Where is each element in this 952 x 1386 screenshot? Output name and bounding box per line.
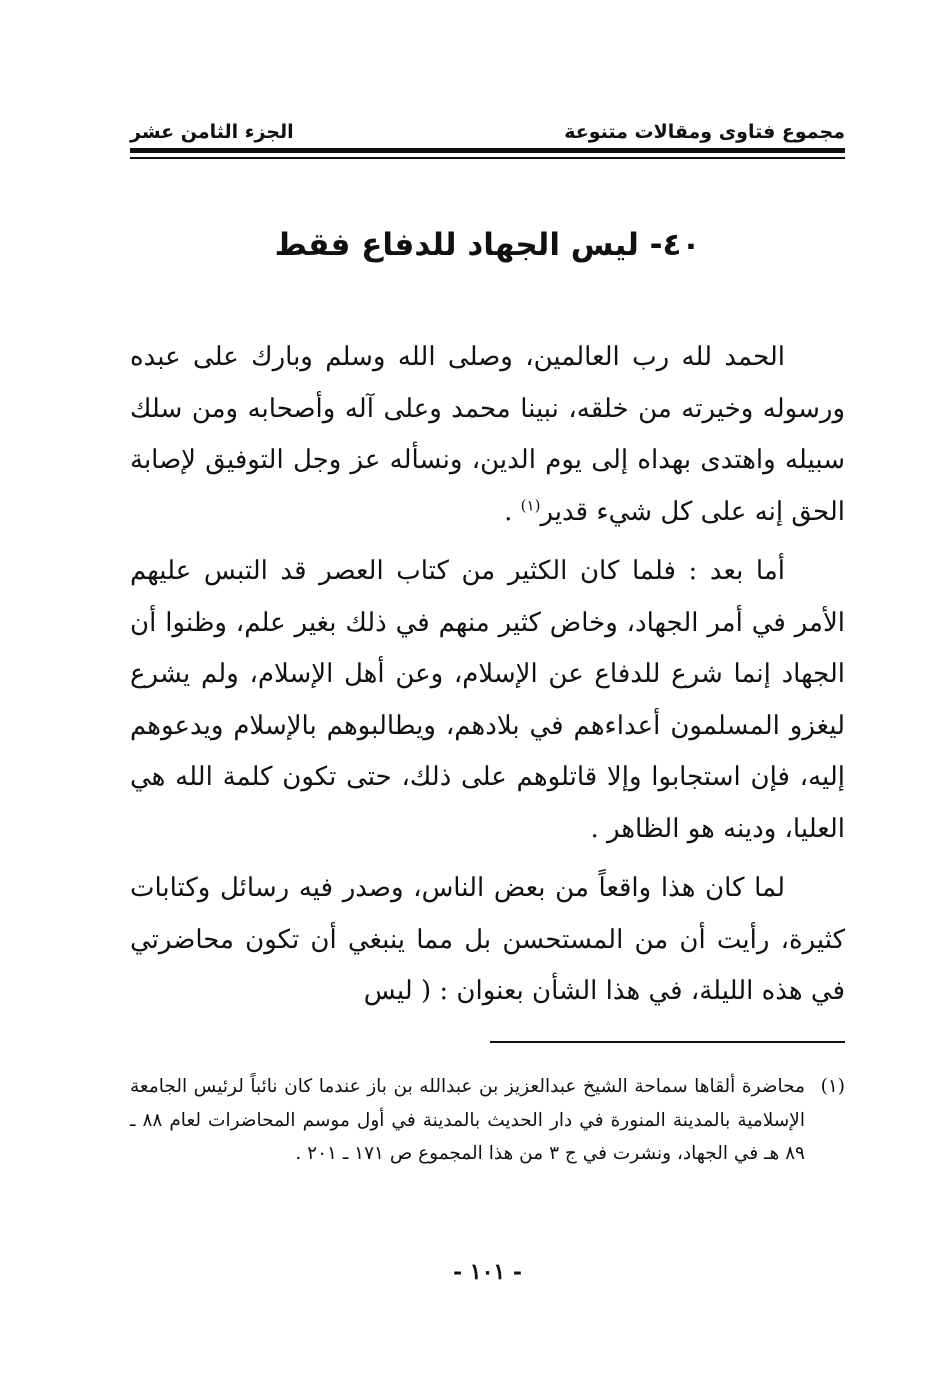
chapter-title: ٤٠- ليس الجهاد للدفاع فقط [274, 227, 701, 263]
paragraph-1 [130, 332, 845, 538]
header-rule-thick [130, 148, 845, 153]
page-number: - ١٠١ - [452, 1259, 523, 1285]
body-text [130, 332, 845, 1026]
header-book-title: مجموع فتاوى ومقالات متنوعة [564, 121, 845, 143]
footnote-reference: (١) [520, 495, 541, 514]
header-rule-thin [130, 157, 845, 159]
footnote-text: محاضرة ألقاها سماحة الشيخ عبدالعزيز بن عبدالله بن باز عندما كان نائباً لرئيس الجامعة الإسلامية بالمدينة المنورة في دار الحديث بالمدينة في أول موسم المحاضرات لعام ٨٨ ـ ٨٩ هـ في الجهاد، ونشرت في ج ٣ من هذا المجموع ص ١٧١ ـ ٢٠١ . [130, 1076, 805, 1164]
running-header [130, 112, 845, 146]
footnote [130, 1070, 845, 1171]
paragraph-2: أما بعد : فلما كان الكثير من كتاب العصر قد التبس عليهم الأمر في أمر الجهاد، وخاض كثير منهم في ذلك بغير علم، وظنوا أن الجهاد إنما شرع للدفاع عن الإسلام، وعن أهل الإسلام، ولم يشرع ليغزو المسلمون أعداءهم في بلادهم، ويطالبوهم بالإسلام ويدعوهم إليه، فإن استجابوا وإلا قاتلوهم على ذلك، حتى تكون كلمة الله هي العليا، ودينه هو الظاهر . [130, 556, 845, 844]
paragraph-3: لما كان هذا واقعاً من بعض الناس، وصدر فيه رسائل وكتابات كثيرة، رأيت أن من المستحسن بل مما ينبغي أن تكون محاضرتي في هذه الليلة، في هذا الشأن بعنوان : ( ليس [130, 873, 845, 1006]
paragraph-1-end: . [504, 496, 521, 527]
paragraph-1-text: الحمد لله رب العالمين، وصلى الله وسلم وبارك على عبده ورسوله وخيرته من خلقه، نبينا محمد وعلى آله وأصحابه ومن سلك سبيله واهتدى بهداه إلى يوم الدين، ونسأله عز وجل التوفيق لإصابة الحق إنه على كل شيء قدير [130, 342, 845, 527]
footnote-marker: (١) [820, 1076, 845, 1097]
header-volume-title: الجزء الثامن عشر [130, 121, 294, 143]
footnote-separator [490, 1041, 845, 1043]
